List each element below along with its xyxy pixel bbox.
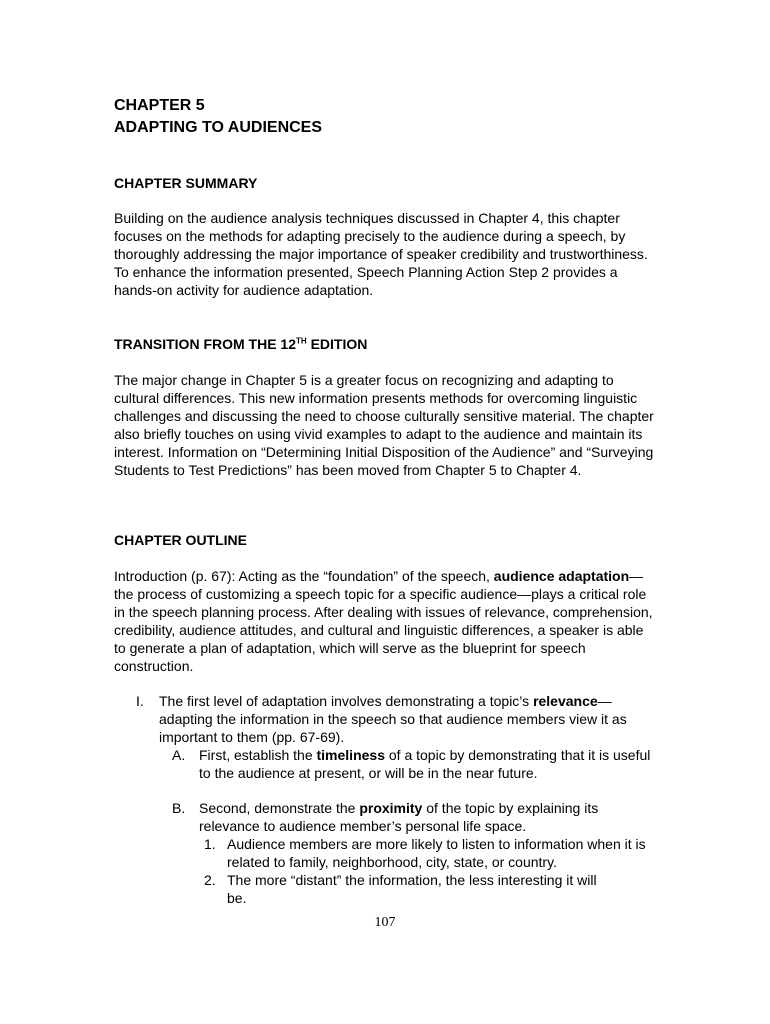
list-text: The more “distant” the information, the less interesting it will be.: [227, 872, 597, 906]
list-marker: 1.: [204, 836, 216, 852]
transition-heading: TRANSITION FROM THE 12TH EDITION: [114, 336, 368, 352]
chapter-name: ADAPTING TO AUDIENCES: [114, 119, 323, 136]
list-text: Audience members are more likely to listen to information when it is related to family, neighborhood, city, state, or country.: [227, 836, 646, 870]
chapter-number: CHAPTER 5: [114, 97, 205, 114]
list-marker: 2.: [204, 872, 216, 888]
list-marker: I.: [136, 693, 144, 709]
page-number: 107: [374, 915, 396, 930]
list-text: Second, demonstrate the proximity of the topic by explaining its relevance to audience member’s personal life space.: [199, 800, 599, 834]
list-text: The first level of adaptation involves demonstrating a topic’s relevance—adapting the information in the speech so that audience members view it as important to them (pp. 67-69).: [159, 693, 627, 745]
list-text: First, establish the timeliness of a topic by demonstrating that it is useful to the audience at present, or will be in the near future.: [199, 747, 651, 781]
chapter-title: [114, 95, 322, 139]
outline-heading: CHAPTER OUTLINE: [114, 532, 247, 548]
list-marker: B.: [172, 800, 186, 816]
list-marker: A.: [172, 747, 186, 763]
summary-heading: CHAPTER SUMMARY: [114, 175, 258, 191]
transition-paragraph: The major change in Chapter 5 is a greater focus on recognizing and adapting to cultural differences. This new information presents methods for overcoming linguistic challenges and discussing the need to choose culturally sensitive material. The chapter also briefly touches on using vivid examples to adapt to the audience and maintain its interest. Information on “Determining Initial Disposition of the Audience” and “Surveying Students to Test Predictions” has been moved from Chapter 5 to Chapter 4.: [114, 372, 654, 478]
outline-intro: Introduction (p. 67): Acting as the “foundation” of the speech, audience adaptation—the process of customizing a speech topic for a specific audience—plays a critical role in the speech planning process. After dealing with issues of relevance, comprehension, credibility, audience attitudes, and cultural and linguistic differences, a speaker is able to generate a plan of adaptation, which will serve as the blueprint for speech construction.: [114, 568, 653, 674]
summary-paragraph: Building on the audience analysis techniques discussed in Chapter 4, this chapter focuses on the methods for adapting precisely to the audience during a speech, by thoroughly addressing the major importance of speaker credibility and trustworthiness. To enhance the information presented, Speech Planning Action Step 2 provides a hands-on activity for audience adaptation.: [114, 210, 648, 298]
